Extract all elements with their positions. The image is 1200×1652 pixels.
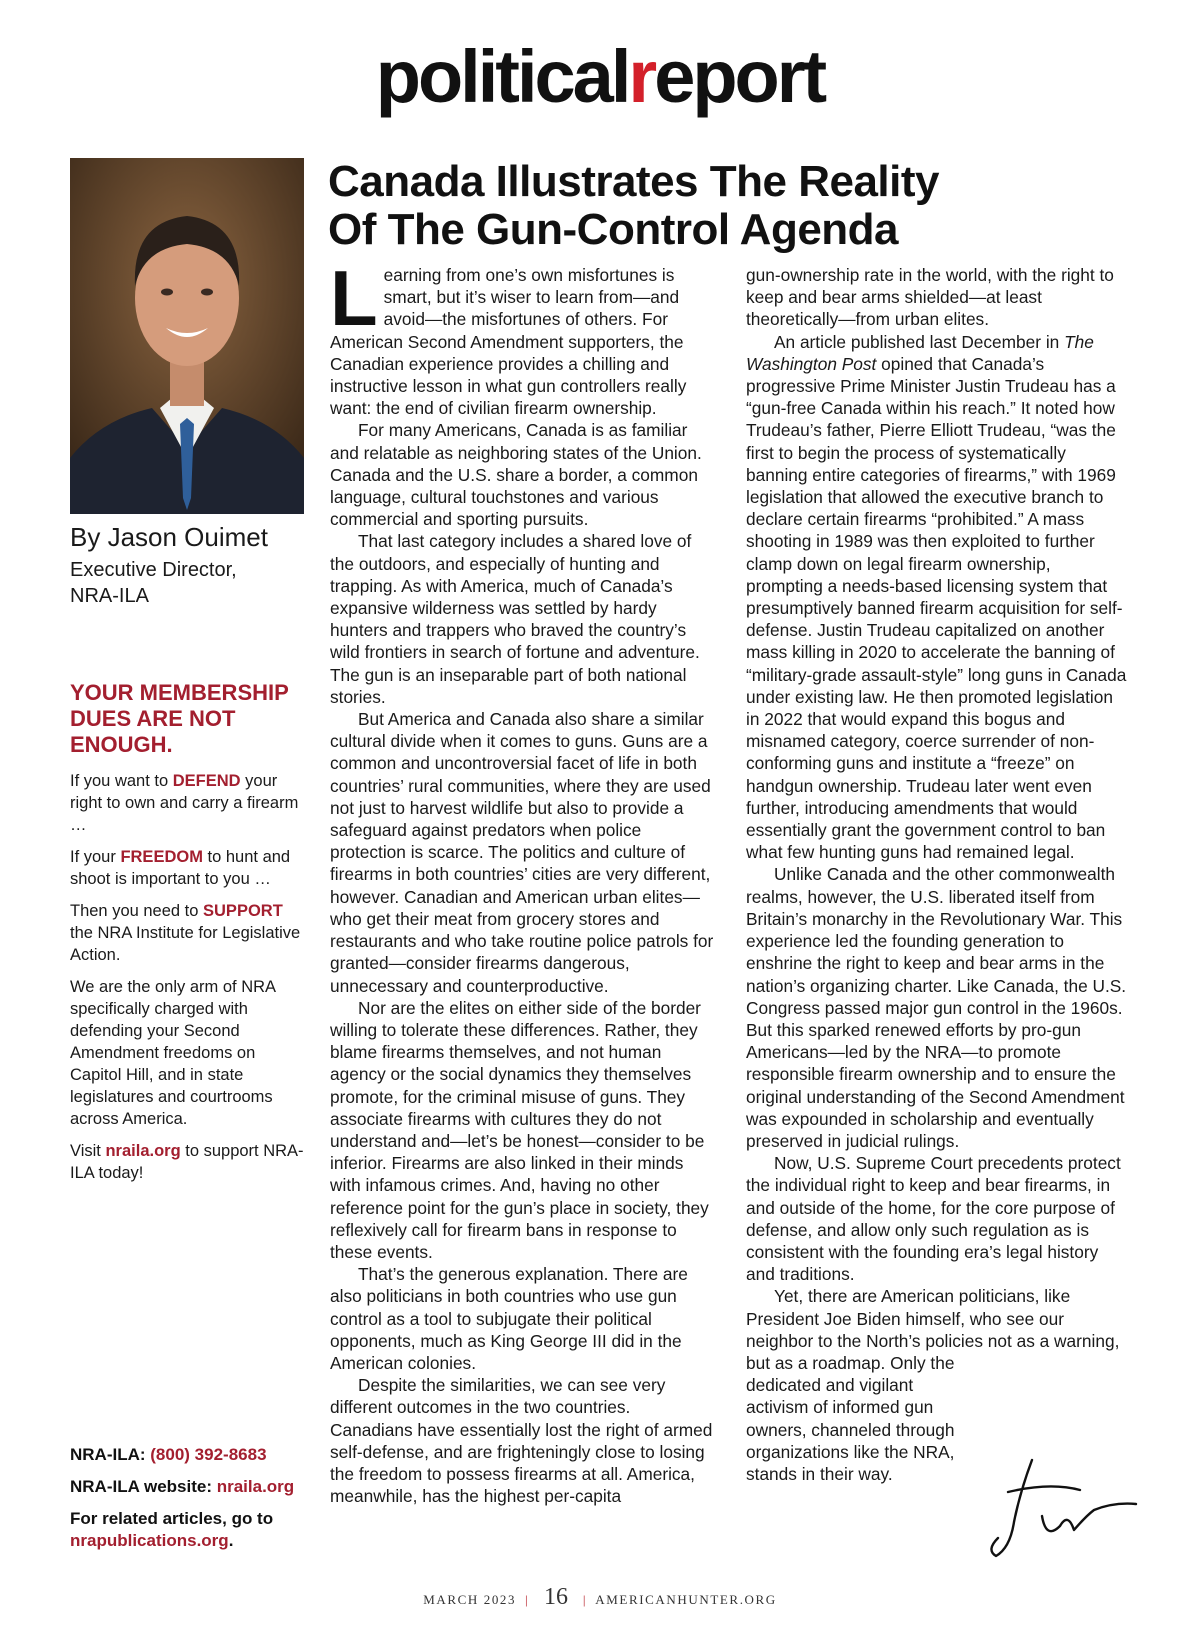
folio-divider: | (524, 1592, 530, 1607)
folio-divider: | (582, 1592, 588, 1607)
sidebar-emphasis-support: SUPPORT (203, 902, 283, 920)
contact-web-row (70, 1476, 330, 1498)
article-text: An article published last December in (774, 331, 1065, 352)
contact-related-row (70, 1508, 330, 1552)
sidebar-emphasis-defend: DEFEND (172, 772, 241, 790)
sidebar-text: Then you need to (70, 902, 204, 920)
web-label: NRA-ILA website: (70, 1477, 217, 1496)
sidebar-paragraph (70, 1140, 310, 1184)
sidebar-heading-line3: ENOUGH. (70, 732, 173, 757)
page-folio (0, 1584, 1200, 1611)
signature-image (990, 1452, 1140, 1562)
membership-sidebar (70, 680, 310, 1194)
page-number: 16 (544, 1584, 569, 1610)
headline-line1: Canada Illustrates The Reality (328, 157, 939, 206)
sidebar-paragraph (70, 900, 310, 966)
article-column-2 (746, 264, 1130, 1560)
article-paragraph: gun-ownership rate in the world, with the right to keep and bear arms shielded—at least theoretically—from urban elites. (746, 265, 1114, 330)
sidebar-text: Visit (70, 1142, 106, 1160)
nraila-link[interactable]: nraila.org (105, 1142, 181, 1160)
article-headline (328, 158, 1148, 254)
article-column-1 (330, 264, 714, 1560)
site-name: AMERICANHUNTER.ORG (595, 1592, 777, 1607)
article-paragraph: Nor are the elites on either side of the border willing to tolerate these differences. Rather, they blame firearms themselves, and not human agency or the social dynamics they themselves promote, for the criminal misuse of guns. They associate firearms with cultures they do not understand and—let’s be honest—consider to be inferior. Firearms are also linked in their minds with infamous crimes. And, having no other reference point for the gun’s place in society, they reflexively call for firearm bans in response to these events. (330, 997, 709, 1262)
masthead-part3: eport (654, 35, 825, 118)
article-paragraph: For many Americans, Canada is as familiar and relatable as neighboring states of the Union. Canada and the U.S. share a border, a common language, cultural touchstones and various commercial and sporting pursuits. (330, 420, 702, 530)
article-paragraph: But America and Canada also share a similar cultural divide when it comes to guns. Guns are a common and uncontroversial facet of life in both countries’ rural communities, where they are used not just to harvest wildlife but also to provide a safeguard against predators when police protection is scarce. The politics and culture of firearms in both countries’ cities are very different, however. Canadian and American urban elites—who get their meat from grocery stores and restaurants and who take routine police patrols for granted—consider firearms dangerous, unnecessary and counterproductive. (330, 709, 714, 996)
sidebar-text: to hunt and shoot is important to you … (70, 848, 291, 888)
website-link[interactable]: nraila.org (216, 1477, 295, 1496)
article-paragraph: dedicated and vigilant activism of informed gun owners, channeled through organizations like the NRA, stands in their way. (746, 1375, 955, 1484)
sidebar-heading-line2: DUES ARE NOT (70, 706, 236, 731)
sidebar-paragraph (70, 770, 310, 836)
contact-phone-row (70, 1444, 330, 1466)
phone-number[interactable]: (800) 392-8683 (150, 1445, 267, 1464)
headline-line2: Of The Gun-Control Agenda (328, 205, 899, 254)
sidebar-text: If your (70, 848, 121, 866)
article-paragraph: Unlike Canada and the other commonwealth realms, however, the U.S. liberated itself from Britain’s monarchy in the Revolutionary War. This experience led the founding generation to enshrine the right to keep and bear arms in the nation’s organizing charter. Like Canada, the U.S. Congress passed major gun control in the 1960s. But this sparked renewed efforts by pro-gun Americans—led by the NRA—to promote responsible firearm ownership and to ensure the original understanding of the Second Amendment was expounded in scholarship and eventually preserved in judicial rulings. (746, 864, 1127, 1151)
publication-name: The Washington Post (746, 331, 1094, 374)
sidebar-emphasis-freedom: FREEDOM (120, 848, 203, 866)
author-title-line1: Executive Director, (70, 559, 237, 581)
issue-date: MARCH 2023 (423, 1592, 517, 1607)
sidebar-paragraph: We are the only arm of NRA specifically charged with defending your Second Amendment freedoms on Capitol Hill, and in state legislatures and courtrooms across America. (70, 978, 276, 1128)
article-paragraph: That’s the generous explanation. There are also politicians in both countries who use gun control as a tool to subjugate their political opponents, much as King George III did in the American colonies. (330, 1264, 688, 1373)
contact-block (70, 1444, 330, 1562)
article-text: opined that Canada’s progressive Prime Minister Justin Trudeau has a “gun-free Canada within his reach.” It noted how Trudeau’s father, Pierre Elliott Trudeau, “was the first to begin the process of systematically banning entire categories of firearms,” with 1969 legislation that allowed the executive branch to declare certain firearms “prohibited.” A mass shooting in 1989 was then exploited to further clamp down on legal firearm ownership, prompting a needs-based licensing system that presumptively banned firearm acquisition for self-defense. Justin Trudeau capitalized on another mass killing in 2020 to accelerate the banning of “military-grade assault-style” long guns in Canada under existing law. He then promoted legislation in 2022 that would expand this bogus and misnamed category, coerce surrender of non-conforming guns and institute a “freeze” on handgun ownership. Trudeau later went even further, introducing amendments that would essentially grant the government control to ban what few hunting guns had remained legal. (746, 353, 1127, 863)
article-paragraph: Now, U.S. Supreme Court precedents protect the individual right to keep and bear firearms, in and outside of the home, for the core purpose of defense, and allow only such regulation as is consistent with the founding era’s legal history and traditions. (746, 1153, 1121, 1285)
masthead-part2: r (628, 35, 655, 118)
phone-label: NRA-ILA: (70, 1445, 151, 1464)
related-end: . (228, 1531, 234, 1550)
article-paragraph: That last category includes a shared love of the outdoors, and especially of hunting and trapping. As with America, much of Canada’s expansive wilderness was settled by hardy hunters and trappers who braved the country’s wild frontiers in search of fortune and adventure. The gun is an inseparable part of both national stories. (330, 531, 700, 707)
article-paragraph (330, 264, 714, 419)
sidebar-paragraph (70, 846, 310, 890)
article-paragraph: Yet, there are American politicians, like President Joe Biden himself, who see our neighbor to the North’s policies not as a warning, but as a roadmap. Only the (746, 1286, 1120, 1373)
sidebar-text: your right to own and carry a firearm … (70, 772, 299, 834)
author-name: By Jason Ouimet (70, 522, 268, 552)
masthead-part1: political (375, 35, 629, 118)
related-label: For related articles, go to (70, 1509, 274, 1528)
sidebar-text: If you want to (70, 772, 173, 790)
drop-cap: L (330, 264, 378, 342)
sidebar-text: to support NRA-ILA today! (70, 1142, 304, 1182)
sidebar-heading (70, 680, 310, 758)
article-paragraph: Despite the similarities, we can see very different outcomes in the two countries. Canadians have essentially lost the right of armed self-defense, and are frighteningly close to losing the freedom to possess firearms at all. America, meanwhile, has the highest per-capita (330, 1375, 713, 1507)
publications-link[interactable]: nrapublications.org (70, 1531, 229, 1550)
sidebar-text: the NRA Institute for Legislative Action. (70, 924, 301, 964)
sidebar-heading-line1: YOUR MEMBERSHIP (70, 680, 289, 705)
author-byline (70, 522, 310, 609)
article-text: earning from one’s own misfortunes is smart, but it’s wiser to learn from—and avoid—the misfortunes of others. For American Second Amendment supporters, the Canadian experience provides a chilling and instructive lesson in what gun controllers really want: the end of civilian firearm ownership. (330, 265, 687, 419)
author-photo (70, 158, 304, 514)
author-title-line2: NRA-ILA (70, 585, 149, 607)
masthead (0, 35, 1200, 118)
article-paragraph (746, 331, 1130, 864)
